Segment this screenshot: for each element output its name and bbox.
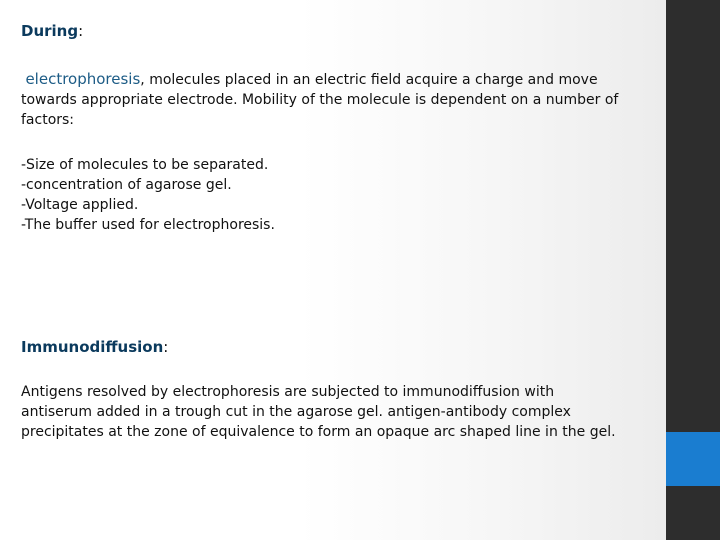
electrophoresis-paragraph <box>21 69 618 130</box>
immunodiffusion-line: antiserum added in a trough cut in the agarose gel. antigen-antibody complex <box>21 404 571 420</box>
electrophoresis-term: electrophoresis <box>25 70 141 88</box>
during-heading-colon: : <box>78 22 84 40</box>
paragraph-line-1 <box>21 69 618 90</box>
sidebar-accent-block <box>666 432 720 486</box>
factor-item: -concentration of agarose gel. <box>21 177 232 193</box>
factor-item: -Size of molecules to be separated. <box>21 157 269 173</box>
immunodiffusion-heading-text: Immunodiffusion <box>21 338 164 356</box>
factor-item: -The buffer used for electrophoresis. <box>21 217 275 233</box>
paragraph-line-2: towards appropriate electrode. Mobility of the molecule is dependent on a number of <box>21 92 619 108</box>
during-heading <box>21 21 83 41</box>
factor-item: -Voltage applied. <box>21 197 139 213</box>
immunodiffusion-heading-colon: : <box>163 338 169 356</box>
immunodiffusion-line: precipitates at the zone of equivalence to form an opaque arc shaped line in the gel. <box>21 424 616 440</box>
paragraph-line-1-rest: , molecules placed in an electric field acquire a charge and move <box>140 72 598 88</box>
immunodiffusion-paragraph <box>21 382 616 442</box>
during-heading-text: During <box>21 22 79 40</box>
immunodiffusion-line: Antigens resolved by electrophoresis are subjected to immunodiffusion with <box>21 384 555 400</box>
immunodiffusion-heading <box>21 337 168 357</box>
factors-list <box>21 155 275 235</box>
paragraph-line-3: factors: <box>21 112 75 128</box>
